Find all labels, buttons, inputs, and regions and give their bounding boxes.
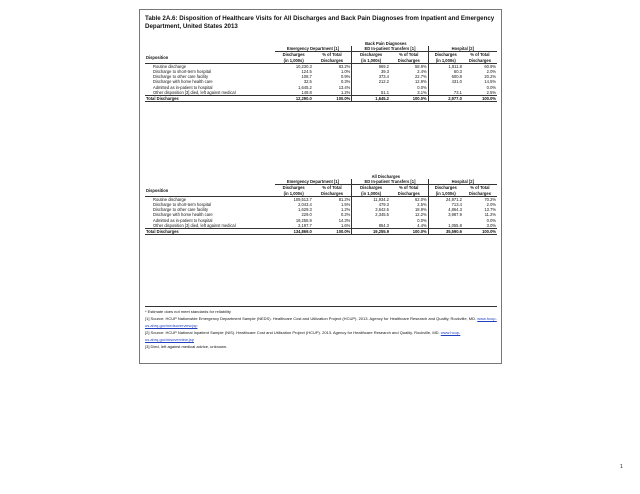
table-row: Admitted as in-patient to hospital 19,255.9 14.3% 0.0% 0.0% xyxy=(153,217,496,223)
table-row: Discharge to other care facility 1,629.3 1.2% 3,642.6 18.9% 4,864.3 13.7% xyxy=(153,207,496,213)
total-row: Total Discharges 134,869.0 100.0% 19,255.9 100.0% 35,590.6 100.0% xyxy=(146,229,496,235)
col-header: % of Total Discharges xyxy=(313,52,352,63)
table-row: Other disposition [3] died, left against medical 2,197.7 1.6% 854.3 4.4% 1,055.8 3.0% xyxy=(153,222,496,228)
col-group-ed: Emergency Department [1] xyxy=(275,179,352,185)
col-group-hosp: Hospital [2] xyxy=(428,46,497,52)
nis-link[interactable]: www.hcup-us.ahrq.gov/nisoverview.jsp xyxy=(145,330,461,342)
col-group-edinp: ED In-patient Transfers [1] xyxy=(352,179,428,185)
table-row: Discharge with home health care 229.0 0.2% 2,345.5 12.2% 3,987.9 11.2% xyxy=(153,212,496,218)
col-header: % of Total Discharges xyxy=(313,185,352,196)
group-title: All Discharges xyxy=(371,174,401,179)
table-row: Routine discharge 109,513.7 81.2% 11,934.2 62.0% 24,971.2 70.2% xyxy=(145,196,497,202)
col-header: Discharges (in 1,000s) xyxy=(360,185,383,196)
note-died: [3] Died, left against medical advice, unknown. xyxy=(145,344,228,350)
group-title: Back Pain Diagnoses xyxy=(365,41,407,46)
page-number: 1 xyxy=(620,464,623,470)
header-row xyxy=(145,185,497,196)
table-row: Discharge to other care facility 108.7 0.9% 373.4 22.7% 600.8 20.2% xyxy=(153,74,496,80)
note-reliability: * Estimate does not meet standards for reliability xyxy=(145,309,231,314)
col-header: % of Total Discharges xyxy=(390,185,428,196)
col-group-edinp: ED In-patient Transfers [1] xyxy=(352,46,428,52)
table-title: Table 2A.6: Disposition of Healthcare Visits for All Discharges and Back Pain Diagnoses from Inpatient and Emergency Department, United States 2013 xyxy=(145,15,495,31)
notes-divider xyxy=(145,306,497,307)
disposition-header: Disposition xyxy=(146,187,169,193)
col-header: % of Total Discharges xyxy=(390,52,428,63)
col-header: Discharges (in 1,000s) xyxy=(360,52,383,63)
total-row: Total Discharges 12,290.0 100.0% 1,645.2 100.0% 2,977.0 100.0% xyxy=(146,96,496,102)
table-row: Discharge to short-term hospital 2,043.4 1.5% 479.3 2.5% 713.4 2.0% xyxy=(153,202,496,208)
table-row: Discharge with home health care 32.5 0.3% 212.2 12.9% 431.0 14.5% xyxy=(153,79,496,85)
disposition-header: Disposition xyxy=(146,54,169,60)
col-header: Discharges (in 1,000s) xyxy=(282,185,305,196)
table-row: Discharge to short-term hospital 124.5 1.0% 39.3 2.4% 60.3 2.0% xyxy=(153,69,496,75)
neds-link[interactable]: www.hcup-us.ahrq.gov/nedsoverview.jsp xyxy=(145,316,497,328)
table-row: Other disposition [3] died, left against medical 148.8 1.2% 51.1 3.1% 73.1 2.5% xyxy=(153,89,496,95)
header-row xyxy=(145,52,497,63)
col-header: Discharges (in 1,000s) xyxy=(434,52,457,63)
col-group-ed: Emergency Department [1] xyxy=(275,46,352,52)
table-frame xyxy=(139,9,502,364)
col-header: % of Total Discharges xyxy=(468,52,491,63)
note-source-nis: [2] Source: HCUP National Inpatient Sample (NIS). Healthcare Cost and Utilization Project (HCUP). 2013. Agency for Healthcare Research and Quality, Rockville, MD. www.hcup-us.ahrq.gov/nisoverview.jsp xyxy=(145,330,461,342)
col-header: % of Total Discharges xyxy=(468,185,491,196)
table-row: Admitted as in-patient to hospital 1,645.2 13.4% 0.0% 0.0% xyxy=(153,84,496,90)
note-source-neds: [1] Source: HCUP Nationwide Emergency Department Sample (NEDS). Healthcare Cost and Utilization Project (HCUP). 2013. Agency for Healthcare Research and Quality, Rockville, MD. www.hcup-us.ahrq.gov/nedsoverview.jsp xyxy=(145,316,497,328)
back-pain-table xyxy=(145,41,497,102)
col-header: Discharges (in 1,000s) xyxy=(434,185,457,196)
col-group-hosp: Hospital [2] xyxy=(428,179,497,185)
all-discharges-table xyxy=(145,174,497,235)
col-header: Discharges (in 1,000s) xyxy=(282,52,305,63)
table-notes xyxy=(145,306,497,351)
table-row: Routine discharge 10,230.3 83.2% 969.2 58.9% 1,811.8 60.9% xyxy=(145,63,497,69)
